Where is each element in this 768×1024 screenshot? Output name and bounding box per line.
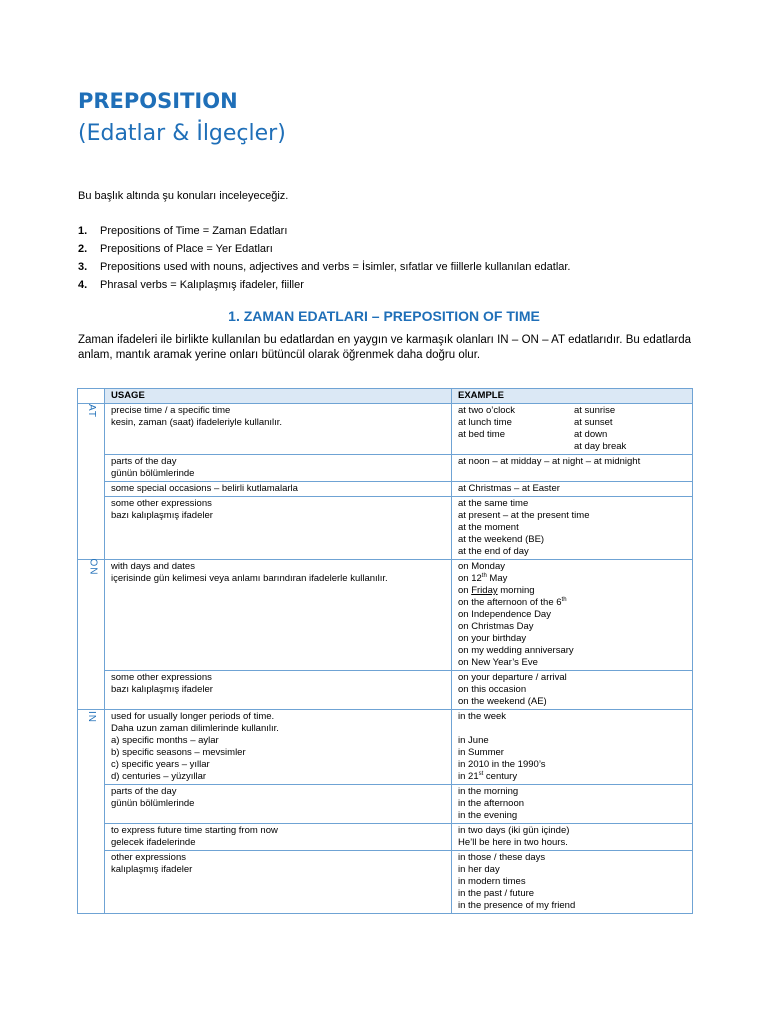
list-item: 4. Phrasal verbs = Kalıplaşmış ifadeler, fiiller — [78, 279, 304, 291]
table-row — [78, 851, 693, 914]
table-row — [78, 455, 693, 482]
table-row — [78, 785, 693, 824]
header-blank — [78, 389, 105, 404]
example-cell: at Christmas – at Easter — [452, 482, 693, 497]
table-row — [78, 671, 693, 710]
example-cell: at two o’clock at sunrise at lunch time at sunset at bed time at down at day break — [452, 404, 693, 455]
header-usage: USAGE — [105, 389, 452, 404]
group-label-in: IN — [78, 710, 105, 914]
example-cell: in those / these days in her day in modern times in the past / future in the presence of my friend — [452, 851, 693, 914]
example-cell: in the morning in the afternoon in the evening — [452, 785, 693, 824]
table-row — [78, 560, 693, 671]
page-subtitle: (Edatlar & İlgeçler) — [78, 121, 286, 146]
prepositions-table — [77, 388, 693, 914]
usage-cell: to express future time starting from now gelecek ifadelerinde — [105, 824, 452, 851]
section-heading: 1. ZAMAN EDATLARI – PREPOSITION OF TIME — [228, 308, 540, 324]
usage-cell: some other expressions bazı kalıplaşmış ifadeler — [105, 497, 452, 560]
usage-cell: parts of the day günün bölümlerinde — [105, 785, 452, 824]
table-row — [78, 497, 693, 560]
usage-cell: precise time / a specific time kesin, zaman (saat) ifadeleriyle kullanılır. — [105, 404, 452, 455]
usage-cell: some other expressions bazı kalıplaşmış ifadeler — [105, 671, 452, 710]
intro-text: Bu başlık altında şu konuları inceleyeceğiz. — [78, 190, 289, 202]
list-item: 2. Prepositions of Place = Yer Edatları — [78, 243, 273, 255]
example-cell: on Monday on 12th May on Friday morning on the afternoon of the 6th on Independence Day on Christmas Day on your birthday on my wedding anniversary on New Year’s Eve — [452, 560, 693, 671]
usage-cell: with days and dates içerisinde gün kelimesi veya anlamı barındıran ifadelerle kullanılır. — [105, 560, 452, 671]
table-row — [78, 824, 693, 851]
table-row — [78, 404, 693, 455]
section-paragraph: Zaman ifadeleri ile birlikte kullanılan bu edatlardan en yaygın ve karmaşık olanları IN – ON – AT edatlarıdır. Bu edatlarda anlam, mantık aramak yerine onları bütüncül olarak öğrenmek daha doğru olur. — [78, 334, 691, 361]
example-cell: on your departure / arrival on this occasion on the weekend (AE) — [452, 671, 693, 710]
example-cell: at the same time at present – at the present time at the moment at the weekend (BE) at the end of day — [452, 497, 693, 560]
usage-cell: some special occasions – belirli kutlamalarla — [105, 482, 452, 497]
page-title: PREPOSITION — [78, 89, 238, 113]
usage-cell: parts of the day günün bölümlerinde — [105, 455, 452, 482]
list-item: 1. Prepositions of Time = Zaman Edatları — [78, 225, 288, 237]
table-row — [78, 482, 693, 497]
example-cell: in two days (iki gün içinde) He’ll be here in two hours. — [452, 824, 693, 851]
group-label-on: ON — [78, 560, 105, 710]
example-cell: in the week in June in Summer in 2010 in the 1990’s in 21st century — [452, 710, 693, 785]
example-cell: at noon – at midday – at night – at midnight — [452, 455, 693, 482]
list-item: 3. Prepositions used with nouns, adjectives and verbs = İsimler, sıfatlar ve fiillerle kullanılan edatlar. — [78, 261, 571, 273]
group-label-at: AT — [78, 404, 105, 560]
table-row — [78, 710, 693, 785]
usage-cell: other expressions kalıplaşmış ifadeler — [105, 851, 452, 914]
usage-cell: used for usually longer periods of time. Daha uzun zaman dilimlerinde kullanılır. a) specific months – aylar b) specific seasons – mevsimler c) specific years – yıllar d) centuries – yüzyıllar — [105, 710, 452, 785]
topics-list — [78, 222, 571, 294]
header-example: EXAMPLE — [452, 389, 693, 404]
table-header-row — [78, 389, 693, 404]
